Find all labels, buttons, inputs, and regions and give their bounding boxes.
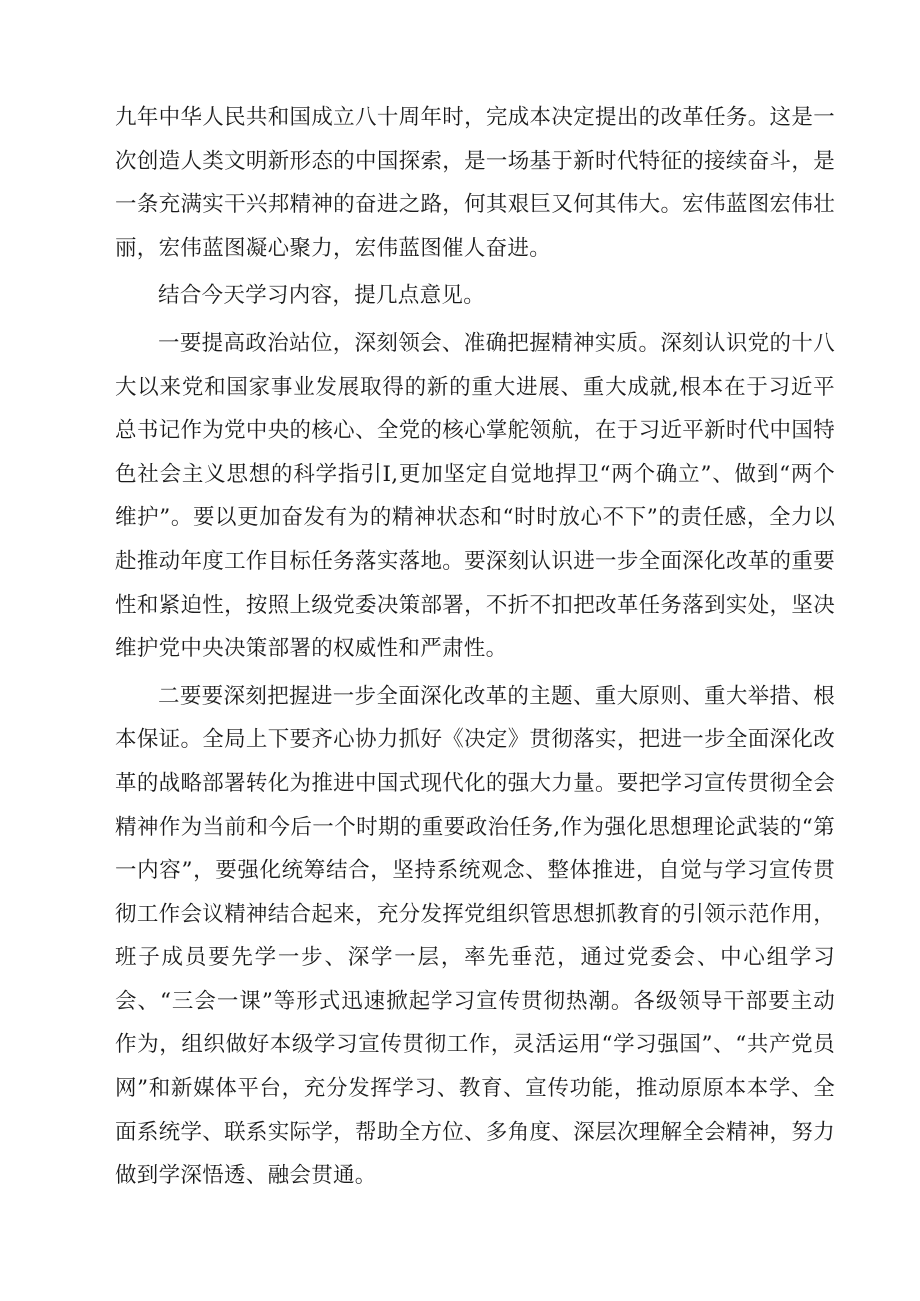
paragraph-intro: 结合今天学习内容，提几点意见。 xyxy=(158,283,486,309)
document-body xyxy=(115,96,835,1198)
paragraph-point-two: 二要要深刻把握进一步全面深化改革的主题、重大原则、重大举措、根本保证。全局上下要齐心协力抓好《决定》贯彻落实，把进一步全面深化改革的战略部署转化为推进中国式现代化的强大力量。要把学习宣传贯彻全会精神作为当前和今后一个时期的重要政治任务,作为强化思想理论武装的“第一内容”，要强化统筹结合，坚持系统观念、整体推进，自觉与学习宣传贯彻工作会议精神结合起来，充分发挥党组织管思想抓教育的引领示范作用，班子成员要先学一步、深学一层，率先垂范，通过党委会、中心组学习会、“三会一课”等形式迅速掀起学习宣传贯彻热潮。各级领导干部要主动作为，组织做好本级学习宣传贯彻工作，灵活运用“学习强国”、“共产党员网”和新媒体平台，充分发挥学习、教育、宣传功能，推动原原本本学、全面系统学、联系实际学，帮助全方位、多角度、深层次理解全会精神，努力做到学深悟透、融会贯通。 xyxy=(115,683,835,1189)
paragraph-continuation: 九年中华人民共和国成立八十周年时，完成本决定提出的改革任务。这是一次创造人类文明新形态的中国探索，是一场基于新时代特征的接续奋斗，是一条充满实干兴邦精神的奋进之路，何其艰巨又何其伟大。宏伟蓝图宏伟壮丽，宏伟蓝图凝心聚力，宏伟蓝图催人奋进。 xyxy=(115,105,835,261)
paragraph-point-one: 一要提高政治站位，深刻领会、准确把握精神实质。深刻认识党的十八大以来党和国家事业发展取得的新的重大进展、重大成就,根本在于习近平总书记作为党中央的核心、全党的核心掌舵领航，在于习近平新时代中国特色社会主义思想的科学指引I,更加坚定自觉地捍卫“两个确立”、做到“两个维护”。要以更加奋发有为的精神状态和“时时放心不下”的责任感，全力以赴推动年度工作目标任务落实落地。要深刻认识进一步全面深化改革的重要性和紧迫性，按照上级党委决策部署，不折不扣把改革任务落到实处，坚决维护党中央决策部署的权威性和严肃性。 xyxy=(115,330,835,662)
